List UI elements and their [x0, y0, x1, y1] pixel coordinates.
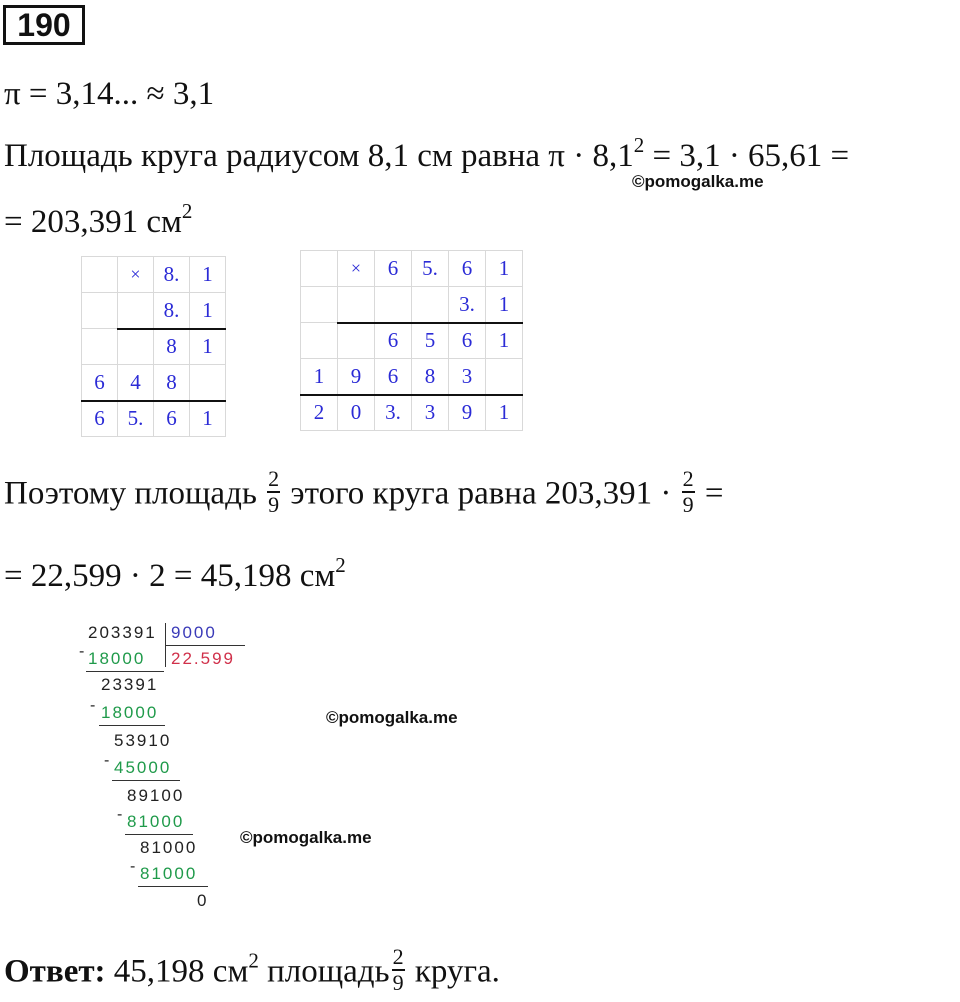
table-cell: [412, 287, 449, 323]
answer-value: 45,198 см: [113, 953, 249, 990]
fraction-denominator: 9: [268, 492, 280, 517]
watermark: ©pomogalka.me: [632, 172, 764, 191]
table-cell: [118, 293, 154, 329]
area-result-line: [4, 199, 193, 242]
table-cell: 5.: [118, 401, 154, 437]
table-cell: 1: [190, 401, 226, 437]
fraction-two-ninths: [392, 946, 405, 994]
division-step: 23391: [101, 675, 159, 694]
table-cell: 1: [190, 293, 226, 329]
table-cell: [301, 323, 338, 359]
minus-sign: -: [117, 806, 123, 823]
table-cell: 8: [412, 359, 449, 395]
table-cell: 2: [301, 395, 338, 431]
step-underline: [138, 886, 208, 887]
table-row: [301, 395, 523, 431]
table-row: [82, 293, 226, 329]
minus-sign: -: [79, 643, 85, 660]
table-cell: [486, 359, 523, 395]
answer-mid: площадь: [267, 953, 390, 990]
two-ninths-line: [4, 466, 724, 520]
table-cell: [301, 251, 338, 287]
table-cell: 1: [486, 323, 523, 359]
square-exponent: 2: [248, 948, 259, 973]
answer-line: [4, 944, 500, 998]
table-row: [82, 329, 226, 365]
square-exponent: 2: [633, 133, 645, 157]
fraction-denominator: 9: [392, 970, 404, 995]
table-cell: 1: [486, 287, 523, 323]
area-result-text: = 203,391 см: [4, 204, 182, 240]
table-cell: 6: [375, 323, 412, 359]
area-formula-line: [4, 133, 850, 176]
table-cell: ×: [338, 251, 375, 287]
table-cell: 8.: [154, 257, 190, 293]
table-cell: 4: [118, 365, 154, 401]
table-cell: 3.: [449, 287, 486, 323]
answer-label: Ответ:: [4, 953, 106, 990]
two-ninths-text: Поэтому площадь: [4, 475, 257, 512]
final-calculation-line: [4, 553, 346, 596]
table-row: [301, 287, 523, 323]
table-cell: 5.: [412, 251, 449, 287]
area-formula-text: Площадь круга радиусом 8,1 см равна π · 8,1: [4, 138, 634, 174]
fraction-numerator: 2: [268, 466, 280, 491]
table-cell: [375, 287, 412, 323]
division-step: 45000: [114, 758, 172, 777]
step-underline: [112, 780, 180, 781]
table-row: [301, 359, 523, 395]
table-cell: 1: [486, 251, 523, 287]
division-step: 81000: [127, 812, 185, 831]
square-exponent: 2: [181, 199, 193, 223]
table-cell: 6: [82, 365, 118, 401]
table-cell: ×: [118, 257, 154, 293]
table-cell: 9: [338, 359, 375, 395]
table-cell: 0: [338, 395, 375, 431]
watermark: ©pomogalka.me: [240, 828, 372, 847]
table-cell: 1: [190, 257, 226, 293]
fraction-denominator: 9: [682, 492, 694, 517]
two-ninths-mid: этого круга равна 203,391 ·: [290, 475, 672, 512]
divisor-underline: [165, 645, 245, 646]
division-step: 81000: [140, 864, 198, 883]
minus-sign: -: [104, 752, 110, 769]
area-formula-tail: = 3,1 · 65,61 =: [644, 138, 850, 174]
table-row: [82, 401, 226, 437]
step-underline: [99, 725, 165, 726]
table-cell: 8: [154, 329, 190, 365]
table-cell: [338, 287, 375, 323]
division-divisor: 9000: [171, 623, 217, 642]
table-row: [82, 365, 226, 401]
table-cell: [190, 365, 226, 401]
division-step: 18000: [101, 703, 159, 722]
division-quotient: 22.599: [171, 649, 235, 668]
minus-sign: -: [90, 697, 96, 714]
table-cell: 9: [449, 395, 486, 431]
table-cell: 6: [154, 401, 190, 437]
step-underline: [125, 834, 193, 835]
division-step: 89100: [127, 786, 185, 805]
watermark: ©pomogalka.me: [326, 708, 458, 727]
pi-approximation: π = 3,14... ≈ 3,1: [4, 76, 215, 112]
final-calculation-text: = 22,599 · 2 = 45,198 см: [4, 558, 336, 594]
table-cell: 3.: [375, 395, 412, 431]
table-cell: 6: [375, 359, 412, 395]
table-cell: 3: [449, 359, 486, 395]
table-cell: [338, 323, 375, 359]
table-row: [301, 323, 523, 359]
division-step: 18000: [88, 649, 146, 668]
table-cell: [82, 257, 118, 293]
division-dividend: 203391: [88, 623, 157, 642]
fraction-two-ninths: [267, 468, 280, 516]
table-row: [82, 257, 226, 293]
table-cell: 1: [486, 395, 523, 431]
fraction-numerator: 2: [392, 944, 404, 969]
table-cell: [82, 329, 118, 365]
fraction-numerator: 2: [682, 466, 694, 491]
answer-tail: круга.: [414, 953, 500, 990]
table-cell: [301, 287, 338, 323]
step-underline: [86, 671, 164, 672]
table-cell: [118, 329, 154, 365]
task-number: 190: [3, 5, 85, 45]
table-cell: 5: [412, 323, 449, 359]
table-cell: 6: [82, 401, 118, 437]
table-cell: 8: [154, 365, 190, 401]
square-exponent: 2: [335, 553, 346, 577]
multiplication-table-65-61: [300, 250, 523, 431]
table-cell: 6: [375, 251, 412, 287]
division-step: 81000: [140, 838, 198, 857]
table-cell: 6: [449, 251, 486, 287]
table-cell: 3: [412, 395, 449, 431]
table-row: [301, 251, 523, 287]
table-cell: 8.: [154, 293, 190, 329]
table-cell: 1: [190, 329, 226, 365]
table-cell: [82, 293, 118, 329]
table-cell: 6: [449, 323, 486, 359]
division-remainder: 0: [197, 891, 209, 910]
multiplication-table-8-1: [81, 256, 226, 437]
two-ninths-tail: =: [704, 475, 724, 512]
fraction-two-ninths: [682, 468, 695, 516]
minus-sign: -: [130, 858, 136, 875]
division-step: 53910: [114, 731, 172, 750]
table-cell: 1: [301, 359, 338, 395]
